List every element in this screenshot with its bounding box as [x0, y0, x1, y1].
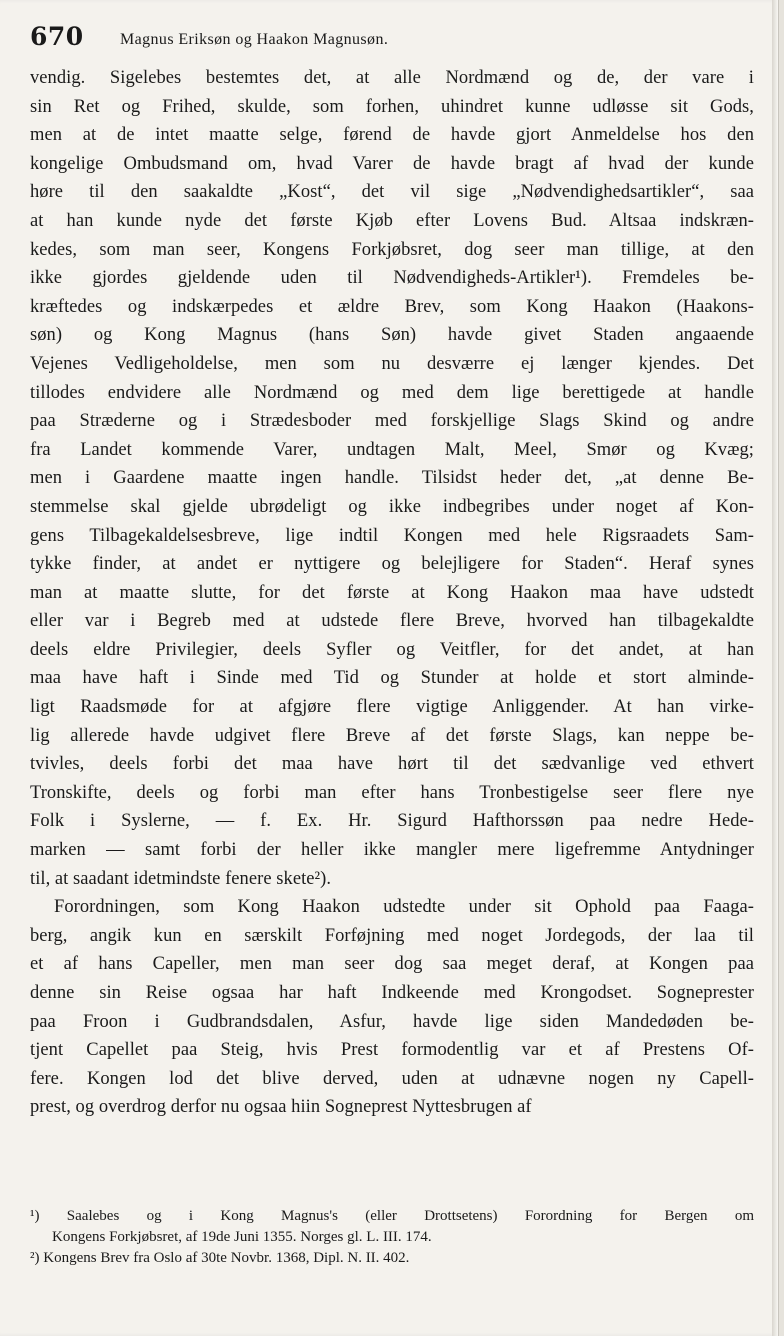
text-line: søn) og Kong Magnus (hans Søn) havde givet Staden angaaende — [30, 325, 754, 346]
text-line: til, at saadant idetmindste fenere skete²). — [30, 868, 332, 889]
text-line: eller var i Begreb med at udstede flere Breve, hvorved han tilbagekaldte — [30, 611, 754, 632]
page-header — [30, 20, 750, 54]
text-line: Forordningen, som Kong Haakon udstedte under sit Ophold paa Faaga- — [54, 897, 754, 918]
text-line: maa have haft i Sinde med Tid og Stunder at holde et stort alminde- — [30, 668, 754, 689]
running-head: Magnus Eriksøn og Haakon Magnusøn. — [120, 31, 389, 48]
text-line: marken — samt forbi der heller ikke mangler mere ligefremme Antydninger — [30, 840, 754, 861]
text-line: at han kunde nyde det første Kjøb efter Lovens Bud. Altsaa indskræn- — [30, 210, 754, 231]
text-line: paa Froon i Gudbrandsdalen, Asfur, havde lige siden Mandedøden be- — [30, 1011, 754, 1032]
body-text — [30, 64, 754, 1122]
text-line: kongelige Ombudsmand om, hvad Varer de havde bragt af hvad der kunde — [30, 153, 754, 174]
text-line: tykke finder, at andet er nyttigere og belejligere for Staden“. Heraf synes — [30, 554, 754, 575]
text-line: denne sin Reise ogsaa har haft Indkeende med Krongodset. Sogneprester — [30, 983, 754, 1003]
text-line: man at maatte slutte, for det første at Kong Haakon maa have udstedt — [30, 582, 754, 603]
text-line: tvivles, deels forbi det maa have hørt til det sædvanlige ved ethvert — [30, 754, 754, 775]
text-line: stemmelse skal gjelde ubrødeligt og ikke indbegribes under noget af Kon- — [30, 496, 754, 517]
text-line: vendig. Sigelebes bestemtes det, at alle Nordmænd og de, der vare i — [30, 68, 754, 88]
text-line: paa Stræderne og i Strædesboder med forskjellige Slags Skind og andre — [30, 411, 754, 432]
text-line: Vejenes Vedligeholdelse, men som nu desværre ej længer kjendes. Det — [30, 353, 754, 374]
footnote-line: ²) Kongens Brev fra Oslo af 30te Novbr. 1368, Dipl. N. II. 402. — [30, 1250, 410, 1266]
text-line: ikke gjordes gjeldende uden til Nødvendigheds-Artikler¹). Fremdeles be- — [30, 268, 754, 289]
text-line: kræftedes og indskærpedes et ældre Brev, som Kong Haakon (Haakons- — [30, 296, 754, 317]
text-line: kedes, som man seer, Kongens Forkjøbsret, dog seer man tillige, at den — [30, 239, 754, 260]
footnote — [30, 1206, 754, 1248]
text-line: høre til den saakaldte „Kost“, det vil sige „Nødvendighedsartikler“, saa — [30, 182, 754, 203]
text-line: gens Tilbagekaldelsesbreve, lige indtil Kongen med hele Rigsraadets Sam- — [30, 525, 754, 546]
text-line: fere. Kongen lod det blive derved, uden at udnævne nogen ny Capell- — [30, 1068, 754, 1089]
text-line: deels eldre Privilegier, deels Syfler og Veitfler, for det andet, at han — [30, 639, 754, 660]
footnote — [30, 1248, 754, 1269]
text-line: et af hans Capeller, men man seer dog saa meget deraf, at Kongen paa — [30, 954, 754, 975]
footnote-line: ¹) Saalebes og i Kong Magnus's (eller Drottsetens) Forordning for Bergen om — [30, 1208, 754, 1224]
text-line: men i Gaardene maatte ingen handle. Tilsidst heder det, „at denne Be- — [30, 468, 754, 489]
text-line: Tronskifte, deels og forbi man efter hans Tronbestigelse seer flere nye — [30, 782, 754, 803]
text-line: berg, angik kun en særskilt Forføjning med noget Jordegods, der laa til — [30, 925, 754, 946]
page-edge — [772, 0, 778, 1336]
text-line: lig allerede havde udgivet flere Breve af det første Slags, kan neppe be- — [30, 725, 754, 746]
text-line: prest, og overdrog derfor nu ogsaa hiin Sogneprest Nyttesbrugen af — [30, 1097, 532, 1118]
footnotes — [30, 1206, 754, 1269]
text-line: ligt Raadsmøde for at afgjøre flere vigtige Anliggender. At han virke- — [30, 697, 754, 718]
text-line: sin Ret og Frihed, skulde, som forhen, uhindret kunne udløsse sit Gods, — [30, 96, 754, 117]
page-number: 670 — [30, 22, 84, 51]
text-line: men at de intet maatte selge, førend de havde gjort Anmeldelse hos den — [30, 125, 754, 146]
text-line: fra Landet kommende Varer, undtagen Malt, Meel, Smør og Kvæg; — [30, 439, 754, 460]
text-line: tillodes endvidere alle Nordmænd og med dem lige berettigede at handle — [30, 382, 754, 403]
footnote-line: Kongens Forkjøbsret, af 19de Juni 1355. Norges gl. L. III. 174. — [52, 1229, 432, 1245]
text-line: Folk i Syslerne, — f. Ex. Hr. Sigurd Hafthorssøn paa nedre Hede- — [30, 811, 754, 832]
text-line: tjent Capellet paa Steig, hvis Prest formodentlig var et af Prestens Of- — [30, 1040, 754, 1061]
